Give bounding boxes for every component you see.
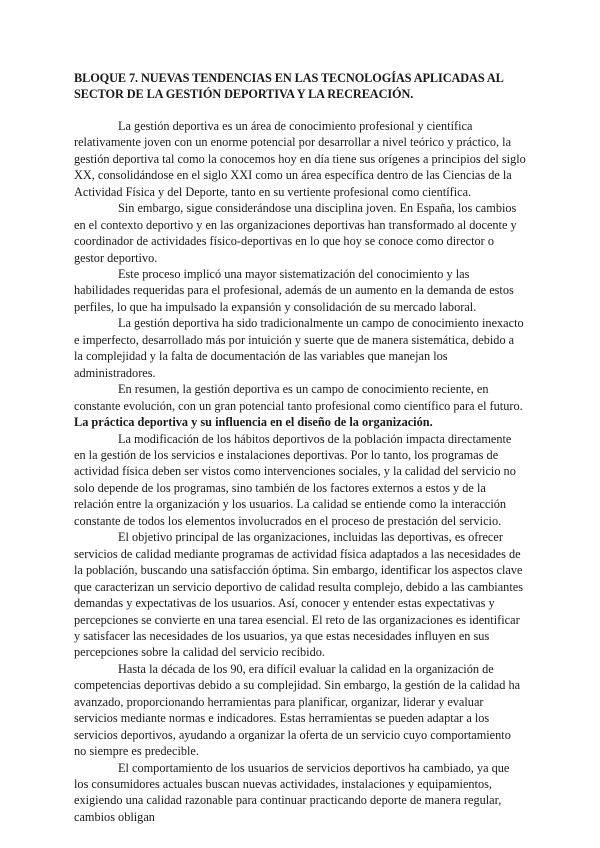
paragraph: Sin embargo, sigue considerándose una disciplina joven. En España, los cambios en el contexto deportivo y en las organizaciones deportivas han transformado al docente y coordinador de actividades físico-deportivas en lo que hoy se conoce como director o gestor deportivo. <box>74 201 517 265</box>
paragraph: La gestión deportiva es un área de conocimiento profesional y científica relativamente joven con un enorme potencial por desarrollar a nivel teórico y práctico, la gestión deportiva tal como la conocemos hoy en día tiene sus orígenes a principios del siglo XX, consolidándose en el siglo XXI como un área específica dentro de las Ciencias de la Actividad Física y del Deporte, tanto en su vertiente profesional como científica. <box>74 118 526 199</box>
paragraph: Hasta la década de los 90, era difícil evaluar la calidad en la organización de competencias deportivas debido a su complejidad. Sin embargo, la gestión de la calidad ha avanzado, proporcionando herramientas para planificar, organizar, liderar y evaluar servicios mediante normas e indicadores. Estas herramientas se pueden adaptar a los servicios deportivos, ayudando a organizar la oferta de un servicio cuyo comportamiento no siempre es predecible. <box>74 661 521 759</box>
paragraph: El comportamiento de los usuarios de servicios deportivos ha cambiado, ya que los consumidores actuales buscan nuevas actividades, instalaciones y equipamientos, exigiendo una calidad razonable para continuar practicando deporte de manera regular, cambios obligan <box>74 760 510 824</box>
document-title: BLOQUE 7. NUEVAS TENDENCIAS EN LAS TECNOLOGÍAS APLICADAS AL SECTOR DE LA GESTIÓN DEPORTIVA Y LA RECREACIÓN. <box>74 71 504 102</box>
paragraph: Este proceso implicó una mayor sistematización del conocimiento y las habilidades requeridas para el profesional, además de un aumento en la demanda de estos perfiles, lo que ha impulsado la expansión y consolidación de su mercado laboral. <box>74 266 514 314</box>
section-heading: La práctica deportiva y su influencia en el diseño de la organización. <box>74 415 433 430</box>
paragraph: En resumen, la gestión deportiva es un campo de conocimiento reciente, en constante evolución, con un gran potencial tanto profesional como científico para el futuro. <box>74 382 523 413</box>
document-page <box>74 70 526 825</box>
paragraph: La modificación de los hábitos deportivos de la población impacta directamente en la gestión de los servicios e instalaciones deportivas. Por lo tanto, los programas de actividad física deben ser vistos como intervenciones sociales, y la calidad del servicio no solo depende de los programas, sino también de los factores externos a estos y de la relación entre la organización y los usuarios. La calidad se entiende como la interacción constante de todos los elementos involucrados en el proceso de prestación del servicio. <box>74 431 516 528</box>
paragraph: El objetivo principal de las organizaciones, incluidas las deportivas, es ofrecer servicios de calidad mediante programas de actividad física adaptados a las necesidades de la población, buscando una satisfacción óptima. Sin embargo, identificar los aspectos clave que caracterizan un servicio deportivo de calidad resulta complejo, debido a las cambiantes demandas y expectativas de los usuarios. Así, conocer y entender estas expectativas y percepciones se convierte en una tarea esencial. El reto de las organizaciones es identificar y satisfacer las necesidades de los usuarios, ya que estas necesidades influyen en sus percepciones sobre la calidad del servicio recibido. <box>74 530 523 660</box>
paragraph: La gestión deportiva ha sido tradicionalmente un campo de conocimiento inexacto e imperfecto, desarrollado más por intuición y suerte que de manera sistemática, debido a la complejidad y la falta de documentación de las variables que manejan los administradores. <box>74 316 524 380</box>
